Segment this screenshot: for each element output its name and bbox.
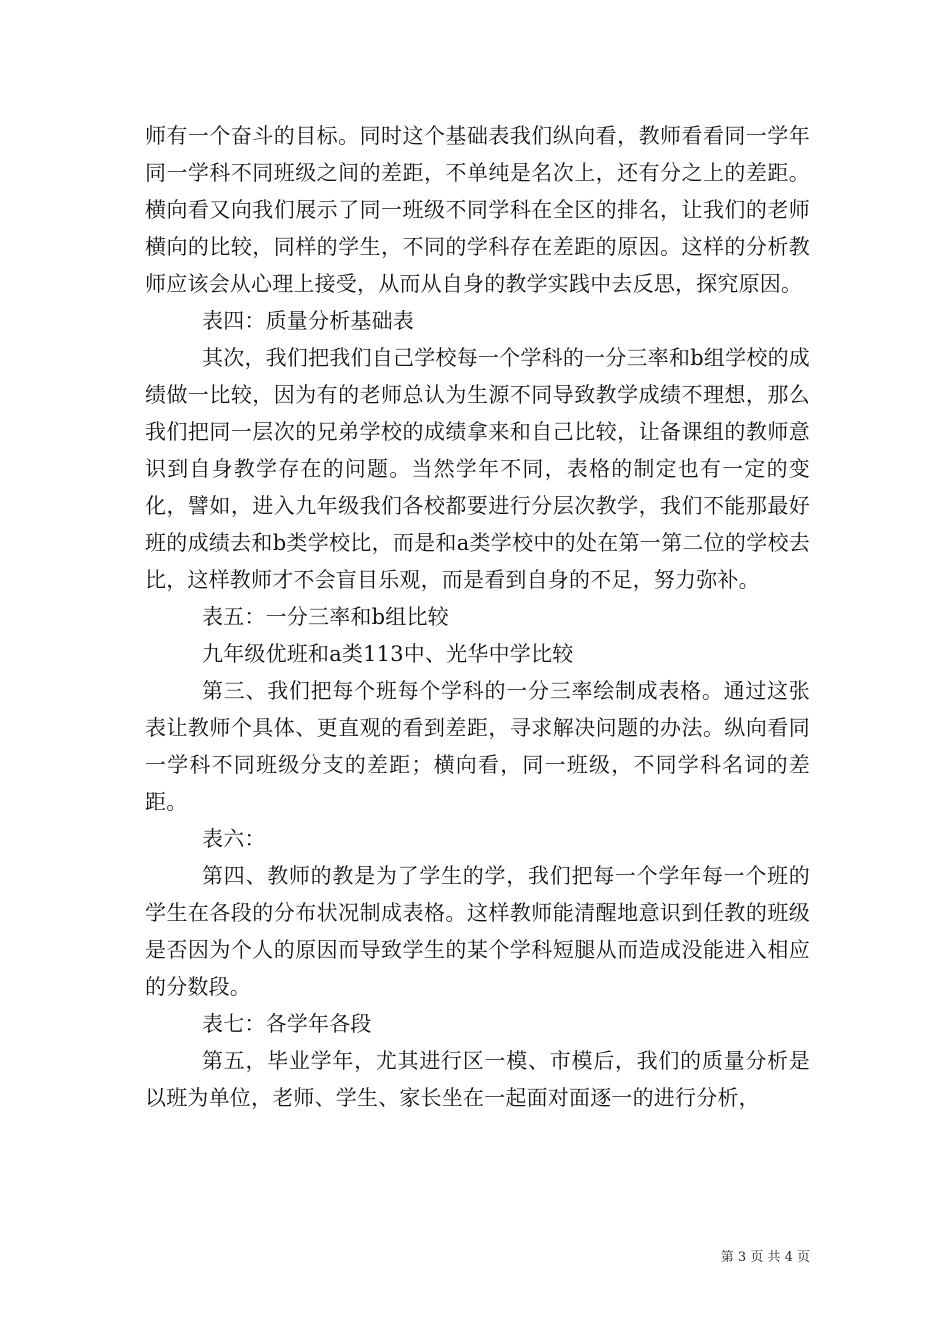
table-subcaption-5: 九年级优班和a类113中、光华中学比较: [202, 642, 574, 666]
paragraph-4: 第四、教师的教是为了学生的学，我们把每一个学年每一个班的学生在各段的分布状况制成表格。这样教师能清醒地意识到任教的班级是否因为个人的原因而导致学生的某个学科短腿从而造成没能进入相应的分数段。: [145, 864, 810, 999]
table-caption-4: 表四：质量分析基础表: [202, 309, 414, 333]
paragraph-5: 第五，毕业学年，尤其进行区一模、市模后，我们的质量分析是以班为单位，老师、学生、家长坐在一起面对面逐一的进行分析，: [145, 1049, 810, 1110]
paragraph-2: 其次，我们把我们自己学校每一个学科的一分三率和b组学校的成绩做一比较，因为有的老师总认为生源不同导致教学成绩不理想，那么我们把同一层次的兄弟学校的成绩拿来和自己比较，让备课组的教师意识到自身教学存在的问题。当然学年不同，表格的制定也有一定的变化，譬如，进入九年级我们各校都要进行分层次教学，我们不能那最好班的成绩去和b类学校比，而是和a类学校中的处在第一第二位的学校去比，这样教师才不会盲目乐观，而是看到自身的不足，努力弥补。: [145, 346, 810, 592]
paragraph-3: 第三、我们把每个班每个学科的一分三率绘制成表格。通过这张表让教师个具体、更直观的看到差距，寻求解决问题的办法。纵向看同一学科不同班级分支的差距；横向看，同一班级，不同学科名词的差距。: [145, 679, 810, 814]
table-caption-5: 表五：一分三率和b组比较: [202, 605, 449, 629]
page-number-footer: 第 3 页 共 4 页: [720, 1250, 810, 1265]
table-caption-6: 表六：: [202, 827, 266, 851]
document-body: [145, 118, 810, 1117]
paragraph-1: 师有一个奋斗的目标。同时这个基础表我们纵向看，教师看看同一学年同一学科不同班级之间的差距，不单纯是名次上，还有分之上的差距。横向看又向我们展示了同一班级不同学科在全区的排名，让我们的老师横向的比较，同样的学生，不同的学科存在差距的原因。这样的分析教师应该会从心理上接受，从而从自身的教学实践中去反思，探究原因。: [145, 124, 810, 296]
table-caption-7: 表七：各学年各段: [202, 1012, 372, 1036]
